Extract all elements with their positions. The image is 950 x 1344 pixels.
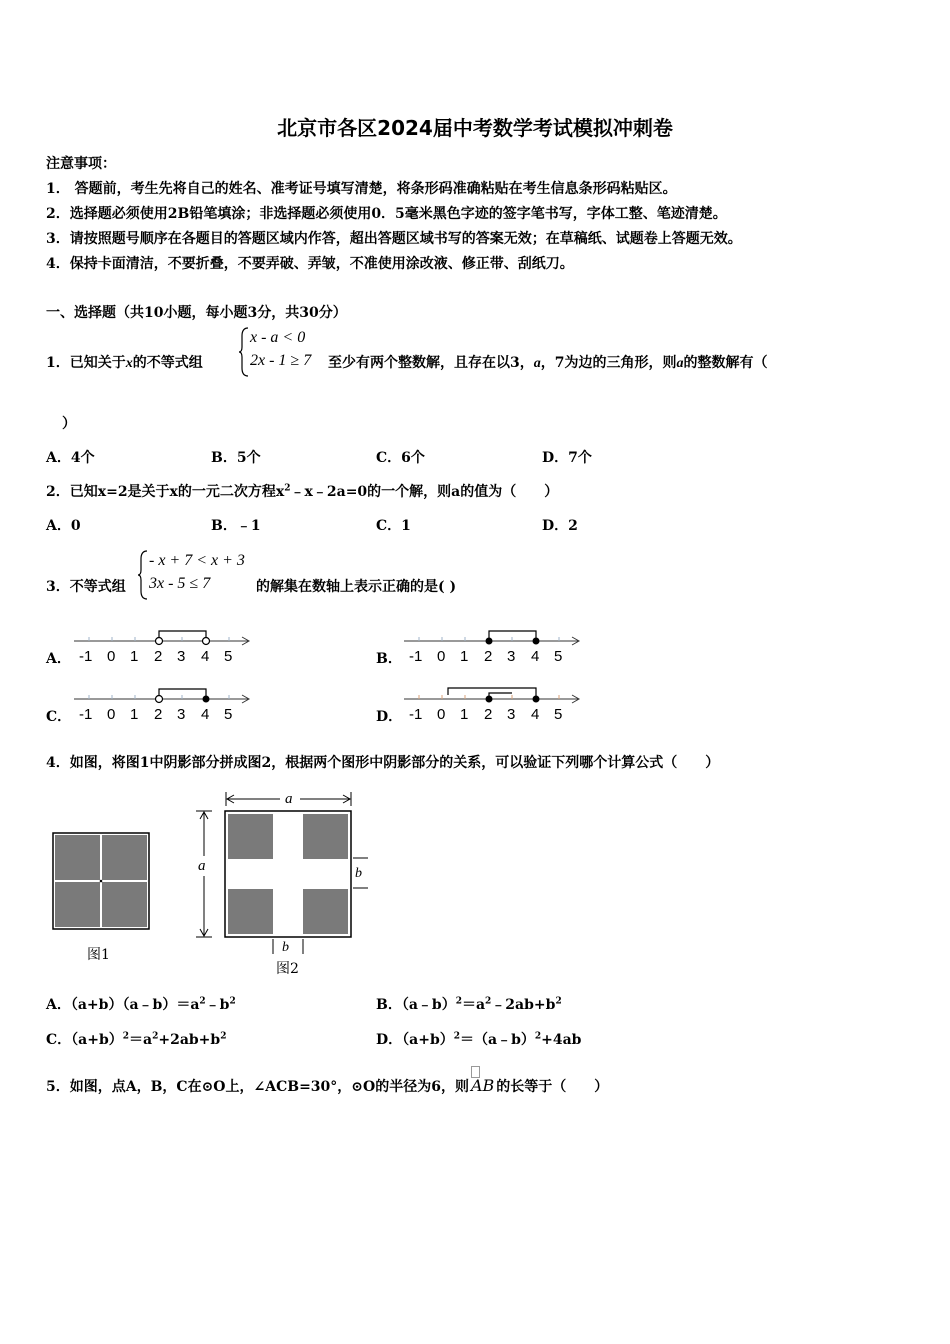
notice-item-4: 4．保持卡面清洁，不要折叠，不要弄破、弄皱，不准使用涂改液、修正带、刮纸刀。	[46, 256, 574, 272]
notice-item-3: 3．请按照题号顺序在各题目的答题区域内作答，超出答题区域书写的答案无效；在草稿纸、试题卷上答题无效。	[46, 231, 742, 247]
q2-option-b: B．﹣1	[211, 518, 261, 534]
nl-a-tick-5: 5	[224, 648, 233, 665]
nl-b-tick-1: 1	[460, 648, 469, 665]
q4-a-sup1: 2	[199, 996, 206, 1007]
nl-c-tick-4: 4	[201, 706, 210, 723]
fig2-label-right-b: b	[355, 866, 362, 881]
q1-mid: 的不等式组	[132, 355, 203, 371]
nl-c-tick-1: 1	[130, 706, 139, 723]
q1-after2: ，7为边的三角形，则	[540, 355, 677, 371]
nl-c-tick-2: 2	[154, 706, 163, 723]
q4-c-part1: C．（a+b）	[46, 1032, 123, 1048]
q3-numberline-c	[72, 686, 252, 726]
q4-c-sup3: 2	[220, 1031, 227, 1042]
q1-after3: 的整数解有（	[683, 355, 768, 371]
nl-a-tick-1: 1	[130, 648, 139, 665]
q1-option-c: C．6个	[376, 450, 425, 466]
nl-a-tick-3: 3	[177, 648, 186, 665]
fig2-label-top-a: a	[285, 791, 293, 807]
q1-prefix: 1．已知关于	[46, 355, 126, 371]
q1-close-paren: ）	[62, 416, 76, 432]
q4-b-part3: ﹣2ab+b	[491, 997, 556, 1013]
fig2-label-bottom-b: b	[282, 940, 289, 955]
q4-b-part2: ＝a	[461, 997, 486, 1013]
q3-sys-line1: - x + 7 < x + 3	[149, 552, 245, 569]
q1-sys-line2: 2x - 1 ≥ 7	[250, 352, 312, 369]
q4-figure-2	[190, 786, 380, 966]
q4-option-a	[46, 994, 236, 1014]
nl-b-tick-5: 5	[554, 648, 563, 665]
q4-d-part3: +4ab	[541, 1032, 582, 1048]
q4-figure-1-caption: 图1	[87, 947, 110, 963]
nl-d-tick-3: 3	[507, 706, 516, 723]
nl-b-tick-2: 2	[484, 648, 493, 665]
q4-a-part1: A．（a+b）（a﹣b）＝a	[46, 997, 200, 1013]
question-5-stem	[46, 1076, 608, 1096]
nl-c-tick-5: 5	[224, 706, 233, 723]
nl-d-tick-4: 4	[531, 706, 540, 723]
fig2-label-left-a: a	[198, 858, 206, 874]
nl-a-tick-2: 2	[154, 648, 163, 665]
q1-brace	[238, 326, 250, 378]
nl-b-tick-4: 4	[531, 648, 540, 665]
q3-sys-line2: 3x - 5 ≤ 7	[149, 575, 211, 592]
nl-c-tick-0: 0	[107, 706, 116, 723]
nl-b-tick-0: 0	[437, 648, 446, 665]
q1-sys-line1: x - a < 0	[250, 329, 306, 346]
notice-item-1: 1． 答题前，考生先将自己的姓名、准考证号填写清楚，将条形码准确粘贴在考生信息条形码粘贴区。	[46, 181, 677, 197]
q2-sup: 2	[284, 483, 291, 494]
q4-a-sup2: 2	[229, 996, 236, 1007]
q2-option-c: C．1	[376, 518, 411, 534]
q4-c-part3: +2ab+b	[158, 1032, 221, 1048]
q5-arc-text: AB	[470, 1076, 495, 1095]
q5-stem-b: 的长等于（ ）	[496, 1079, 609, 1095]
q3-numberline-d	[402, 686, 582, 726]
q4-c-sup2: 2	[152, 1031, 159, 1042]
q4-b-sup2: 2	[485, 996, 492, 1007]
notice-item-2: 2．选择题必须使用2B铅笔填涂；非选择题必须使用0．5毫米黑色字迹的签字笔书写，字体工整、笔迹清楚。	[46, 206, 727, 222]
question-3-suffix: 的解集在数轴上表示正确的是( )	[256, 579, 457, 595]
q1-option-b: B．5个	[211, 450, 261, 466]
page-title: 北京市各区2024届中考数学考试模拟冲刺卷	[277, 116, 673, 140]
q4-figure-1	[52, 832, 150, 930]
q1-option-a: A．4个	[46, 450, 95, 466]
q2-option-a: A．0	[46, 518, 81, 534]
q4-b-sup1: 2	[455, 996, 462, 1007]
q3-option-c-letter: C．	[46, 709, 72, 725]
nl-c-tick-m1: -1	[79, 706, 93, 723]
q4-figure-2-caption: 图2	[276, 961, 299, 977]
question-1-stem	[46, 352, 203, 372]
q2-stem-b: ﹣x﹣2a=0的一个解，则a的值为（ ）	[290, 484, 559, 500]
q3-option-b-letter: B．	[376, 651, 402, 667]
q3-option-d-letter: D．	[376, 709, 403, 725]
q1-var-a2: a	[676, 356, 684, 371]
q4-d-part2: ＝（a﹣b）	[460, 1032, 535, 1048]
q4-d-sup1: 2	[453, 1031, 460, 1042]
q5-arc-mark	[471, 1066, 480, 1078]
nl-d-tick-5: 5	[554, 706, 563, 723]
nl-d-tick-1: 1	[460, 706, 469, 723]
question-3-prefix: 3．不等式组	[46, 579, 126, 595]
q4-option-c	[46, 1029, 226, 1049]
q4-b-sup3: 2	[555, 996, 562, 1007]
nl-a-tick-4: 4	[201, 648, 210, 665]
nl-d-tick-2: 2	[484, 706, 493, 723]
nl-d-tick-m1: -1	[409, 706, 423, 723]
nl-d-tick-0: 0	[437, 706, 446, 723]
q3-numberline-b	[402, 628, 582, 668]
q1-after: 至少有两个整数解，且存在以3，	[328, 355, 534, 371]
q3-brace	[137, 549, 149, 601]
q3-numberline-a	[72, 628, 252, 668]
q3-option-a-letter: A．	[46, 651, 71, 667]
nl-c-tick-3: 3	[177, 706, 186, 723]
q2-stem-a: 2．已知x=2是关于x的一元二次方程x	[46, 484, 285, 500]
q3-system	[149, 549, 245, 595]
q4-option-d	[376, 1029, 581, 1049]
section-heading: 一、选择题（共10小题，每小题3分，共30分）	[46, 305, 347, 321]
q1-var-x: x	[125, 356, 133, 371]
nl-b-tick-m1: -1	[409, 648, 423, 665]
question-1-stem-rest	[328, 352, 768, 372]
nl-b-tick-3: 3	[507, 648, 516, 665]
q2-option-d: D．2	[542, 518, 578, 534]
q1-option-d: D．7个	[542, 450, 592, 466]
question-2-stem	[46, 481, 558, 501]
q4-d-sup2: 2	[534, 1031, 542, 1042]
nl-a-tick-0: 0	[107, 648, 116, 665]
nl-a-tick-m1: -1	[79, 648, 93, 665]
q1-system	[250, 326, 311, 372]
notice-heading: 注意事项：	[46, 156, 116, 172]
q4-c-part2: ＝a	[129, 1032, 153, 1048]
q4-a-part2: ﹣b	[205, 997, 230, 1013]
q5-arc-ab	[469, 1076, 496, 1095]
q4-c-sup1: 2	[122, 1031, 129, 1042]
q4-d-part1: D．（a+b）	[376, 1032, 454, 1048]
q4-b-part1: B．（a﹣b）	[376, 997, 456, 1013]
q5-stem-a: 5．如图，点A，B，C在⊙O上，∠ACB=30°，⊙O的半径为6，则	[46, 1079, 469, 1095]
q1-var-a: a	[533, 356, 541, 371]
q4-option-b	[376, 994, 562, 1014]
question-4-stem: 4．如图，将图1中阴影部分拼成图2，根据两个图形中阴影部分的关系，可以验证下列哪个计算公式（ ）	[46, 755, 720, 771]
